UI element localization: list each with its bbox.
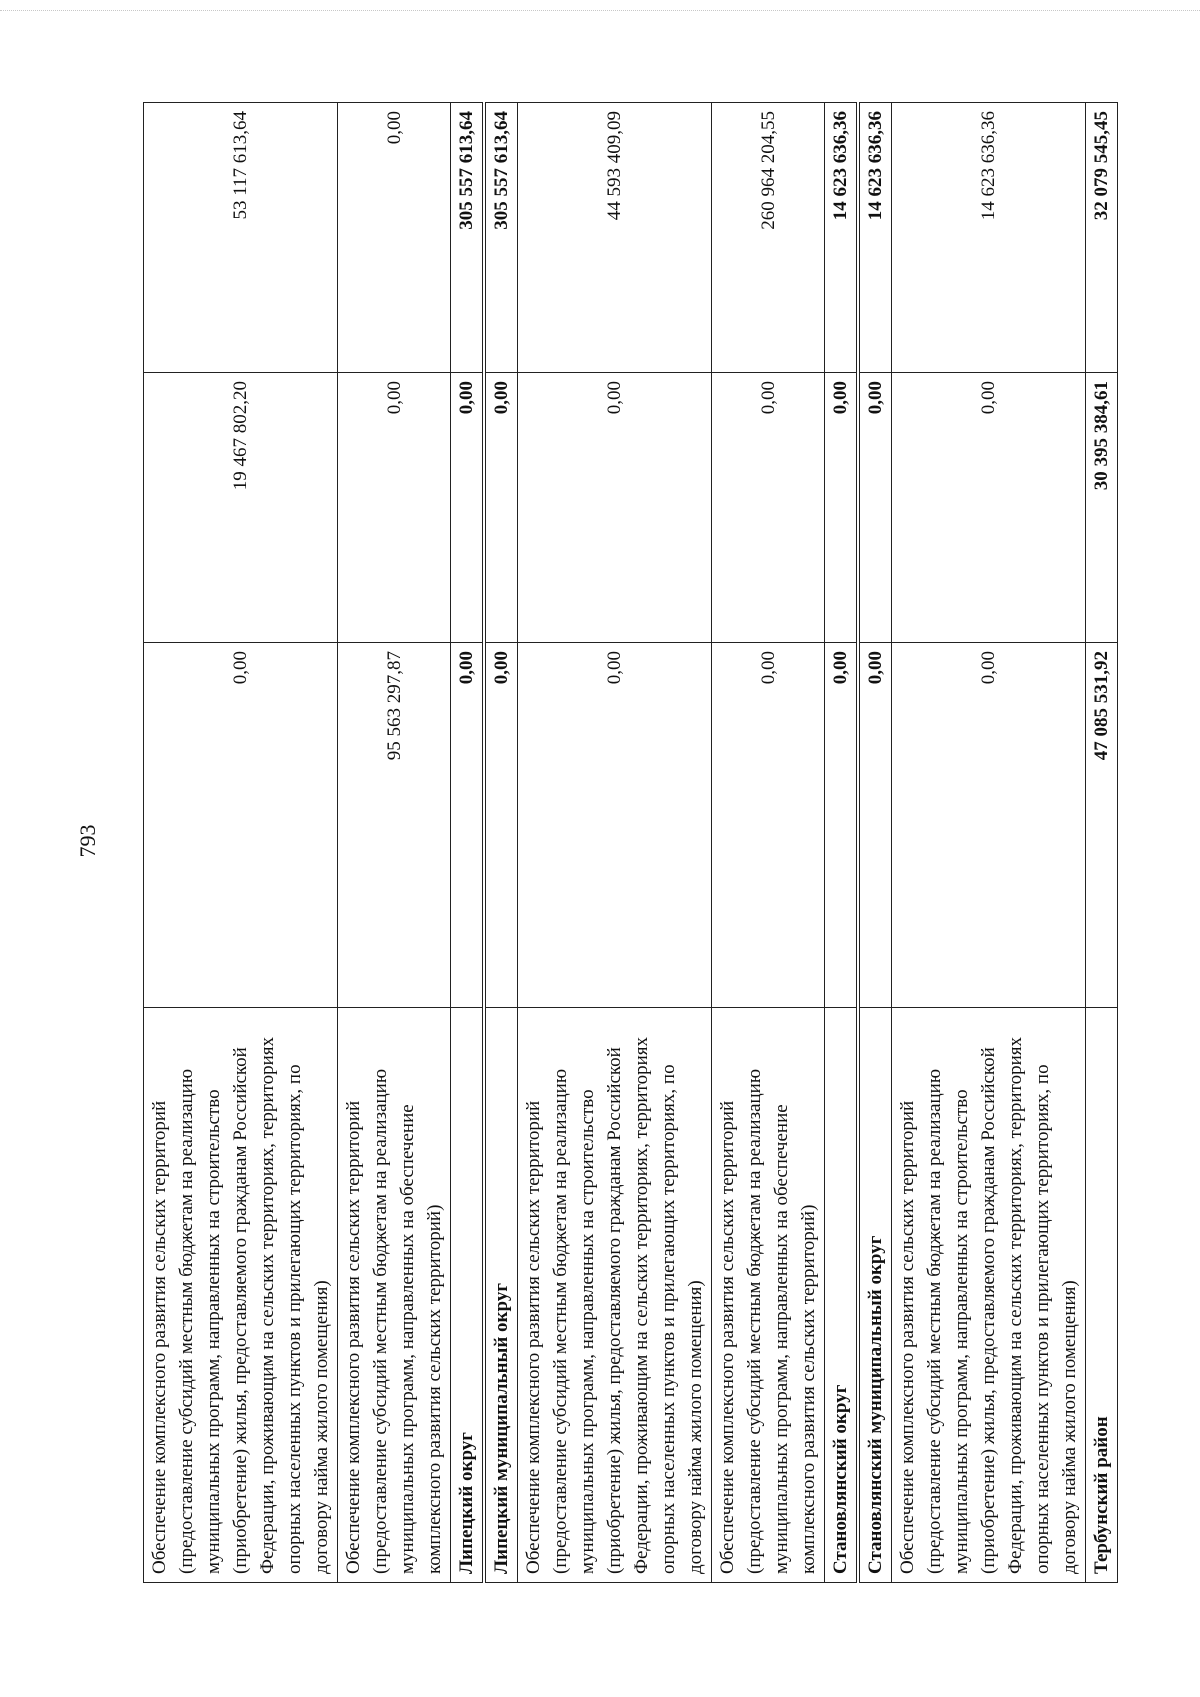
row-description: Становлянский муниципальный округ: [858, 1008, 892, 1583]
table-row: [518, 103, 712, 1583]
row-value-col3: 19 467 802,20: [144, 373, 338, 643]
table-row: [338, 103, 451, 1583]
row-value-col2: 47 085 531,92: [1086, 643, 1118, 1008]
page-number: 793: [75, 824, 100, 858]
row-value-col4: 0,00: [338, 103, 451, 373]
table-row-total: [1086, 103, 1118, 1583]
row-value-col2: 0,00: [451, 643, 485, 1008]
table-row: [144, 103, 338, 1583]
row-value-col4: 53 117 613,64: [144, 103, 338, 373]
row-description: Обеспечение комплексного развития сельских территорий (предоставление субсидий местным бюджетам на реализацию муниципальных программ, направленных на обеспечение комплексного развития сельских территорий): [712, 1008, 825, 1583]
row-description: Обеспечение комплексного развития сельских территорий (предоставление субсидий местным бюджетам на реализацию муниципальных программ, направленных на строительство (приобретение) жилья, предоставляемого гражданам Российской Федерации, проживающим на сельских территориях, территориях опорных населенных пунктов и прилегающих территориях, по договору найма жилого помещения): [518, 1008, 712, 1583]
row-value-col3: 0,00: [892, 373, 1086, 643]
rotated-table-container: [143, 103, 1112, 1583]
row-value-col2: 0,00: [484, 643, 518, 1008]
row-value-col4: 14 623 636,36: [858, 103, 892, 373]
scan-edge-line: [0, 10, 1200, 11]
row-value-col3: 30 395 384,61: [1086, 373, 1118, 643]
row-value-col4: 260 964 204,55: [712, 103, 825, 373]
table-row: [712, 103, 825, 1583]
row-value-col4: 305 557 613,64: [451, 103, 485, 373]
row-value-col4: 32 079 545,45: [1086, 103, 1118, 373]
row-value-col3: 0,00: [338, 373, 451, 643]
row-description: Обеспечение комплексного развития сельских территорий (предоставление субсидий местным бюджетам на реализацию муниципальных программ, направленных на строительство (приобретение) жилья, предоставляемого гражданам Российской Федерации, проживающим на сельских территориях, территориях опорных населенных пунктов и прилегающих территориях, по договору найма жилого помещения): [892, 1008, 1086, 1583]
row-value-col3: 0,00: [858, 373, 892, 643]
row-value-col4: 44 593 409,09: [518, 103, 712, 373]
row-value-col4: 305 557 613,64: [484, 103, 518, 373]
row-value-col2: 0,00: [144, 643, 338, 1008]
table-row: [892, 103, 1086, 1583]
row-value-col3: 0,00: [518, 373, 712, 643]
row-value-col2: 0,00: [518, 643, 712, 1008]
row-value-col3: 0,00: [451, 373, 485, 643]
row-value-col2: 0,00: [858, 643, 892, 1008]
row-value-col2: 95 563 297,87: [338, 643, 451, 1008]
row-value-col2: 0,00: [712, 643, 825, 1008]
table-row-total: [484, 103, 518, 1583]
row-value-col3: 0,00: [712, 373, 825, 643]
table-row-total: [858, 103, 892, 1583]
row-description: Тербунский район: [1086, 1008, 1118, 1583]
row-value-col4: 14 623 636,36: [825, 103, 859, 373]
row-value-col2: 0,00: [892, 643, 1086, 1008]
row-value-col3: 0,00: [825, 373, 859, 643]
row-description: Обеспечение комплексного развития сельских территорий (предоставление субсидий местным бюджетам на реализацию муниципальных программ, направленных на строительство (приобретение) жилья, предоставляемого гражданам Российской Федерации, проживающим на сельских территориях, территориях опорных населенных пунктов и прилегающих территориях, по договору найма жилого помещения): [144, 1008, 338, 1583]
table-row-total: [451, 103, 485, 1583]
budget-table: [143, 102, 1118, 1583]
row-value-col4: 14 623 636,36: [892, 103, 1086, 373]
row-value-col3: 0,00: [484, 373, 518, 643]
row-description: Становлянский округ: [825, 1008, 859, 1583]
row-description: Липецкий муниципальный округ: [484, 1008, 518, 1583]
row-value-col2: 0,00: [825, 643, 859, 1008]
row-description: Обеспечение комплексного развития сельских территорий (предоставление субсидий местным бюджетам на реализацию муниципальных программ, направленных на обеспечение комплексного развития сельских территорий): [338, 1008, 451, 1583]
table-row-total: [825, 103, 859, 1583]
row-description: Липецкий округ: [451, 1008, 485, 1583]
